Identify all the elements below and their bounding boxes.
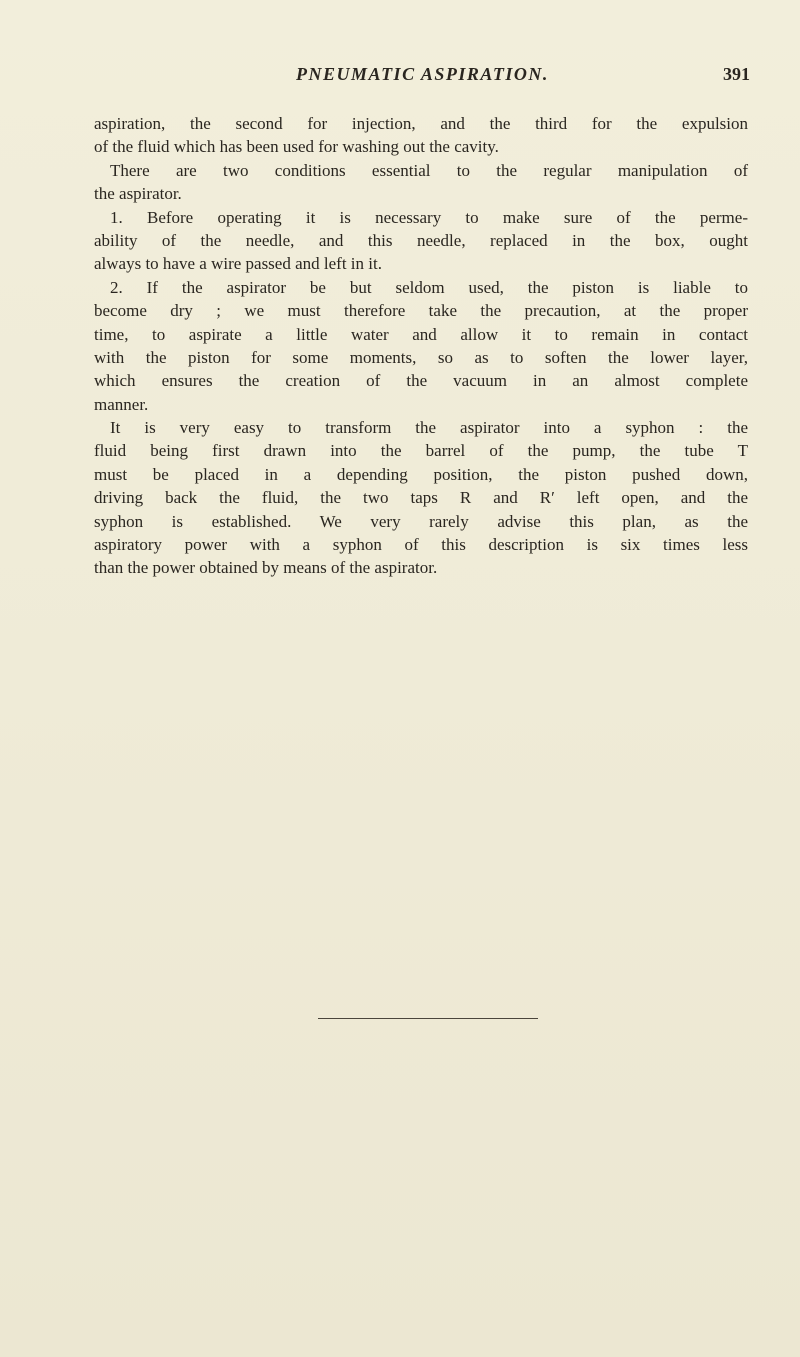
text-line: It is very easy to transform the aspirator into a syphon : the	[110, 418, 748, 438]
text-line: with the piston for some moments, so as to soften the lower layer,	[94, 347, 748, 367]
text-line: aspiration, the second for injection, and the third for the expulsion	[94, 114, 748, 133]
text-line: driving back the fluid, the two taps R and R′ left open, and the	[94, 488, 748, 508]
text-line: 2. If the aspirator be but seldom used, the piston is liable to	[110, 277, 748, 297]
text-line: manner.	[94, 394, 149, 414]
text-line: time, to aspirate a little water and allow it to remain in contact	[94, 324, 748, 344]
text-line: become dry ; we must therefore take the precaution, at the proper	[94, 301, 748, 321]
text-line: of the fluid which has been used for washing out the cavity.	[94, 137, 499, 157]
text-line: always to have a wire passed and left in it.	[94, 254, 382, 274]
text-line: There are two conditions essential to the regular manipulation of	[110, 160, 748, 180]
text-line: the aspirator.	[94, 184, 182, 204]
text-line: than the power obtained by means of the aspirator.	[94, 558, 438, 578]
running-head	[95, 64, 750, 88]
text-line: ability of the needle, and this needle, replaced in the box, ought	[94, 230, 748, 250]
page-number: 391	[723, 64, 750, 84]
text-line: syphon is established. We very rarely advise this plan, as the	[94, 511, 748, 531]
body-text	[94, 112, 748, 580]
text-line: must be placed in a depending position, the piston pushed down,	[94, 464, 748, 484]
text-line: which ensures the creation of the vacuum in an almost complete	[94, 371, 748, 391]
section-rule	[318, 1018, 538, 1019]
text-line: fluid being first drawn into the barrel of the pump, the tube T	[94, 441, 748, 461]
text-line: 1. Before operating it is necessary to make sure of the perme-	[110, 207, 748, 227]
text-line: aspiratory power with a syphon of this description is six times less	[94, 535, 748, 555]
running-title: PNEUMATIC ASPIRATION.	[296, 64, 549, 84]
